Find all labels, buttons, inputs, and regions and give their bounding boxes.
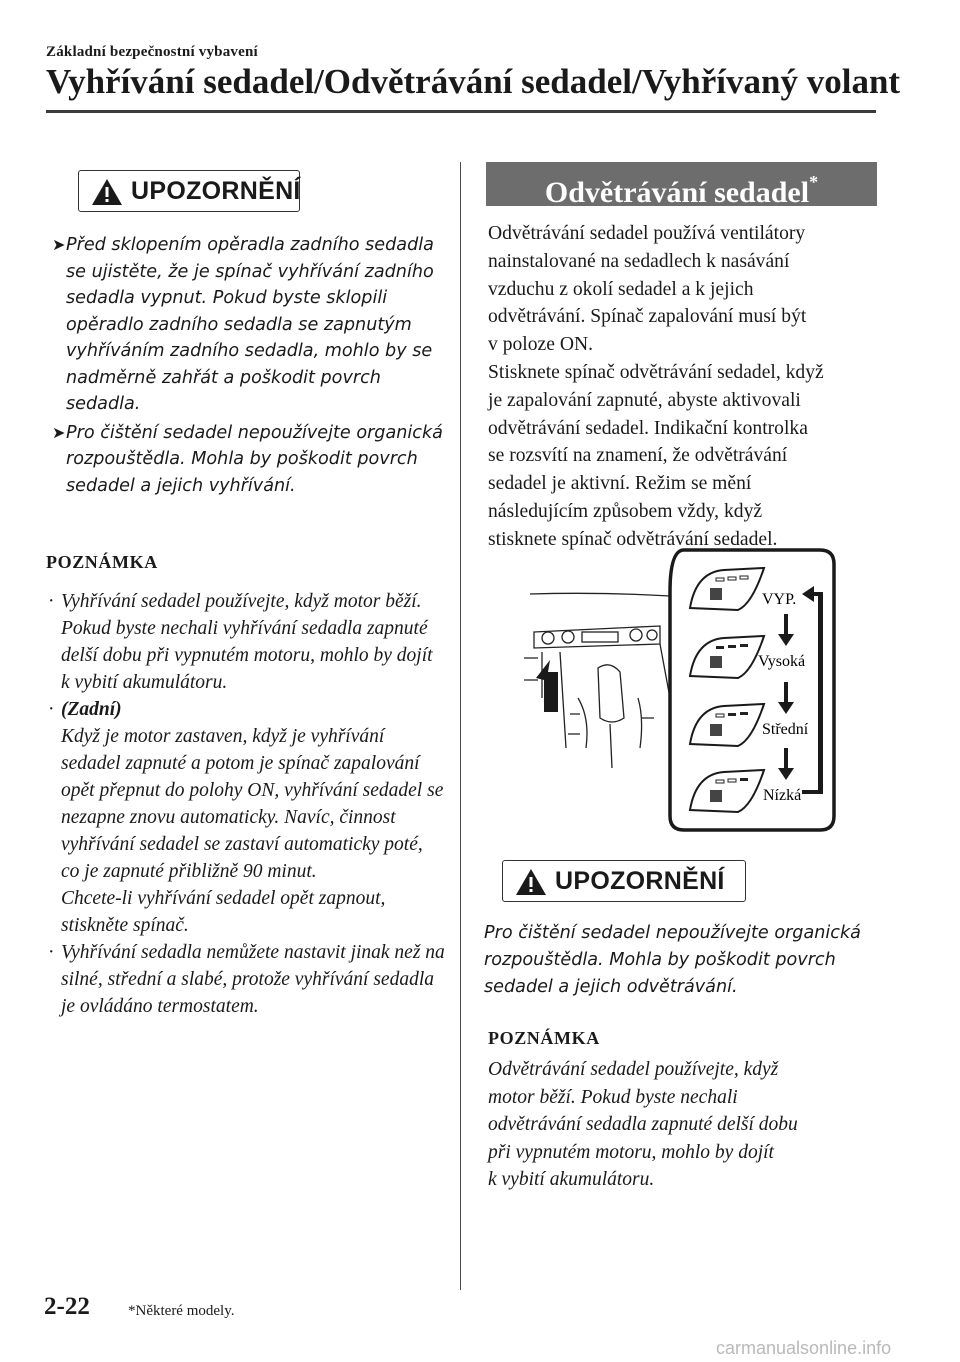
title-rule <box>46 110 876 113</box>
pointer-arrow-icon <box>536 660 558 712</box>
section-header-text: Odvětrávání sedadel <box>544 176 810 209</box>
caution-text-right: Pro čištění sedadel nepoužívejte organická rozpouštědla. Mohla by poškodit povrch sedadel a jejich odvětrávání. <box>484 923 861 997</box>
bullet-dot-icon: · <box>48 699 55 720</box>
arrow-bullet-icon: ➤ <box>52 422 66 442</box>
caution-box-right <box>502 860 746 902</box>
note-item <box>46 696 446 939</box>
caution-label: UPOZORNĚNÍ <box>555 867 725 895</box>
bullet-dot-icon: · <box>48 591 55 612</box>
note-item-text: Chcete-li vyhřívání sedadel opět zapnout, stiskněte spínač. <box>61 888 386 936</box>
arrow-bullet-icon: ➤ <box>52 235 66 254</box>
caution-item <box>52 232 452 418</box>
note-item-text: Když je motor zastaven, když je vyhřívání sedadel zapnuté a potom je spínač zapalování opět přepnut do polohy ON, vyhřívání sedadel se nezapne znovu automaticky. Navíc, činnost vyhřívání sedadel se zastaví automaticky poté, co je zapnuté přibližně 90 minut. <box>61 726 444 882</box>
note-item <box>46 588 446 696</box>
page-number: 2-22 <box>44 1293 90 1320</box>
note-heading-right: POZNÁMKA <box>488 1028 600 1048</box>
section-label: Základní bezpečnostní vybavení <box>46 44 258 60</box>
note-subheading: (Zadní) <box>61 699 122 720</box>
mode-label-high: Vysoká <box>758 653 806 670</box>
bullet-dot-icon: · <box>48 942 55 963</box>
note-item-text: Vyhřívání sedadel používejte, když motor běží. Pokud byste nechali vyhřívání sedadla zapnuté delší dobu při vypnutém motoru, mohlo by dojít k vybití akumulátoru. <box>61 591 433 693</box>
note-item-text: Vyhřívání sedadla nemůžete nastavit jinak než na silné, střední a slabé, protože vyhřívání sedadla je ovládáno termostatem. <box>61 942 445 1017</box>
model-mark: * <box>809 172 819 192</box>
caution-item-text: Pro čištění sedadel nepoužívejte organická rozpouštědla. Mohla by poškodit povrch sedadel a jejich vyhřívání. <box>66 422 443 496</box>
mode-label-off: VYP. <box>762 591 797 608</box>
ventilation-switch-diagram <box>520 548 840 834</box>
caution-item <box>52 420 452 500</box>
caution-list <box>52 232 452 499</box>
page-title: Vyhřívání sedadel/Odvětrávání sedadel/Vyhřívaný volant <box>46 62 901 101</box>
warning-triangle-icon <box>91 178 123 206</box>
watermark: carmanualsonline.info <box>716 1338 892 1358</box>
section-header-seat-ventilation <box>486 162 877 209</box>
mode-label-medium: Střední <box>762 721 809 738</box>
caution-item-text: Před sklopením opěradla zadního sedadla se ujistěte, že je spínač vyhřívání zadního sedadla vypnut. Pokud byste sklopili opěradlo zadního sedadla se zapnutým vyhříváním zadního sedadla, mohlo by se nadměrně zahřát a poškodit povrch sedadla. <box>66 235 434 414</box>
note-item <box>46 939 446 1020</box>
column-divider <box>460 162 461 1290</box>
caution-label: UPOZORNĚNÍ <box>131 177 301 205</box>
caution-box-left <box>78 170 300 212</box>
footnote: *Některé modely. <box>128 1303 235 1319</box>
warning-triangle-icon <box>515 868 547 896</box>
seat-ventilation-description: Odvětrávání sedadel používá ventilátory nainstalované na sedadlech k nasávání vzduchu z okolí sedadel a k jejich odvětrávání. Spínač zapalování musí být v poloze ON. Stisknete spínač odvětrávání sedadel, když je zapalování zapnuté, abyste aktivovali odvětrávání sedadel. Indikační kontrolka se rozsvítí na znamení, že odvětrávání sedadel je aktivní. Režim se mění následujícím způsobem vždy, když stisknete spínač odvětrávání sedadel. <box>488 223 824 550</box>
note-list <box>46 588 446 1020</box>
mode-label-low: Nízká <box>763 787 802 804</box>
note-text-right: Odvětrávání sedadel používejte, když motor běží. Pokud byste nechali odvětrávání sedadla zapnuté delší dobu při vypnutém motoru, mohlo by dojít k vybití akumulátoru. <box>488 1059 798 1190</box>
note-heading-left: POZNÁMKA <box>46 552 158 572</box>
